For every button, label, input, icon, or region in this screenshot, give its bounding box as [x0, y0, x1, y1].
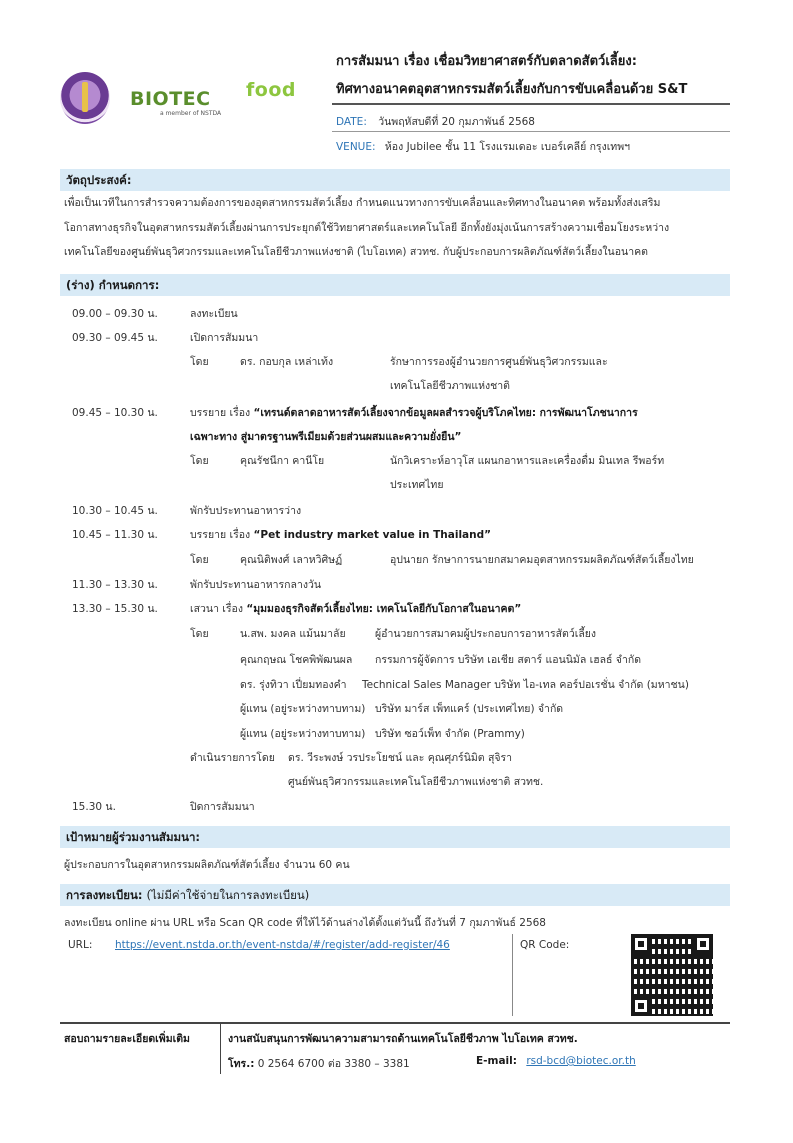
phone-label: โทร.: — [228, 1058, 255, 1070]
objective-line: เพื่อเป็นเวทีในการสำรวจความต้องการของอุตสาหกรรมสัตว์เลี้ยง กำหนดแนวทางการขับเคลื่อนและทิศทางในอนาคต พร้อมทั้งส่งเสริม — [64, 197, 661, 209]
moderator-label: ดำเนินรายการโดย — [190, 752, 275, 764]
talk-prefix: บรรยาย เรื่อง — [190, 529, 251, 541]
date-label: DATE: — [336, 116, 367, 128]
header-divider — [332, 103, 730, 105]
agenda-item: พักรับประทานอาหารว่าง — [190, 505, 302, 517]
target-heading: เป้าหมายผู้ร่วมงานสัมมนา: — [60, 826, 730, 848]
food-logo-text: food — [246, 79, 296, 101]
panelist-name: ผู้แทน (อยู่ระหว่างทาบทาม) — [240, 703, 366, 715]
agenda-item — [190, 600, 521, 617]
event-date — [336, 113, 535, 130]
contact-label: สอบถามรายละเอียดเพิ่มเติม — [64, 1033, 190, 1045]
agenda-item — [190, 526, 491, 543]
objective-line: เทคโนโลยีของศูนย์พันธุวิศวกรรมและเทคโนโลยีชีวภาพแห่งชาติ (ไบโอเทค) สวทช. กับผู้ประกอบการผลิตภัณฑ์สัตว์เลี้ยงในอนาคต — [64, 246, 648, 258]
objective-heading: วัตถุประสงค์: — [60, 169, 730, 191]
agenda-item: ลงทะเบียน — [190, 308, 238, 320]
agenda-by-label: โดย — [190, 356, 209, 368]
objective-text — [64, 191, 729, 265]
registration-url-link[interactable]: https://event.nstda.or.th/event-nstda/#/register/add-register/46 — [115, 939, 450, 951]
url-label: URL: — [68, 939, 93, 951]
email-link[interactable]: rsd-bcd@biotec.or.th — [526, 1055, 636, 1067]
food-serp-logo — [246, 80, 322, 100]
panelist-name: ดร. รุ่งทิวา เปี่ยมทองคำ — [240, 679, 347, 691]
agenda-item: พักรับประทานอาหารกลางวัน — [190, 579, 322, 591]
header-divider-2 — [332, 131, 730, 132]
agenda-time: 11.30 – 13.30 น. — [72, 579, 158, 591]
agenda-by-label: โดย — [190, 554, 209, 566]
page-title-line-1: การสัมมนา เรื่อง เชื่อมวิทยาศาสตร์กับตลาดสัตว์เลี้ยง: — [336, 54, 637, 69]
venue-value: ห้อง Jubilee ชั้น 11 โรงแรมเดอะ เบอร์เคลีย์ กรุงเทพฯ — [384, 141, 631, 153]
speaker-role: รักษาการรองผู้อำนวยการศูนย์พันธุวิศวกรรมและ — [390, 356, 608, 368]
contact-phone — [228, 1055, 410, 1072]
contact-org: งานสนับสนุนการพัฒนาความสามารถด้านเทคโนโลยีชีวภาพ ไบโอเทค สวทช. — [228, 1033, 578, 1045]
speaker-role: เทคโนโลยีชีวภาพแห่งชาติ — [390, 380, 510, 392]
objective-line: โอกาสทางธุรกิจในอุตสาหกรรมสัตว์เลี้ยงผ่านการประยุกต์ใช้วิทยาศาสตร์และเทคโนโลยี อีกทั้งยังมุ่งเน้นการสร้างความเชื่อมโยงระหว่าง — [64, 221, 670, 234]
agenda-time: 10.30 – 10.45 น. — [72, 505, 158, 517]
date-value: วันพฤหัสบดีที่ 20 กุมภาพันธ์ 2568 — [378, 116, 535, 128]
venue-label: VENUE: — [336, 141, 376, 153]
talk-title-cont: เฉพาะทาง สู่มาตรฐานพรีเมียมด้วยส่วนผสมและความยั่งยืน” — [190, 431, 462, 443]
agenda-item: ปิดการสัมมนา — [190, 801, 255, 813]
page-title-line-2: ทิศทางอนาคตอุตสาหกรรมสัตว์เลี้ยงกับการขับเคลื่อนด้วย S&T — [336, 82, 688, 97]
agenda-heading: (ร่าง) กำหนดการ: — [60, 274, 730, 296]
speaker-name: ดร. กอบกุล เหล่าเท้ง — [240, 356, 334, 368]
event-venue — [336, 138, 630, 155]
panelist-role: บริษัท ซอว์เพ็ท จำกัด (Prammy) — [375, 728, 525, 740]
panelist-role: กรรมการผู้จัดการ บริษัท เอเชีย สตาร์ แอนนิมัล เฮลธ์ จำกัด — [375, 654, 642, 666]
university-emblem-logo — [60, 72, 110, 124]
agenda-time: 10.45 – 11.30 น. — [72, 529, 158, 541]
registration-heading — [60, 884, 730, 906]
registration-qr-code[interactable] — [631, 934, 713, 1016]
agenda-time: 09.00 – 09.30 น. — [72, 308, 158, 320]
panelist-role: บริษัท มาร์ส เพ็ทแคร์ (ประเทศไทย) จำกัด — [375, 703, 564, 715]
contact-email — [476, 1055, 636, 1067]
panel-title: “มุมมองธุรกิจสัตว์เลี้ยงไทย: เทคโนโลยีกับโอกาสในอนาคต” — [246, 603, 522, 615]
agenda-time: 09.45 – 10.30 น. — [72, 407, 158, 419]
speaker-role: ประเทศไทย — [390, 479, 444, 491]
target-text: ผู้ประกอบการในอุตสาหกรรมผลิตภัณฑ์สัตว์เลี้ยง จำนวน 60 คน — [64, 859, 350, 871]
panelist-name: น.สพ. มงคล แม้นมาลัย — [240, 628, 346, 640]
agenda-item — [190, 404, 638, 421]
biotec-logo: BIOTEC — [130, 88, 211, 110]
agenda-by-label: โดย — [190, 455, 209, 467]
panel-prefix: เสวนา เรื่อง — [190, 603, 243, 615]
speaker-name: คุณรัชนีกา คานีโย — [240, 455, 325, 467]
speaker-role: อุปนายก รักษาการนายกสมาคมอุตสาหกรรมผลิตภัณฑ์สัตว์เลี้ยงไทย — [390, 554, 694, 566]
agenda-by-label: โดย — [190, 628, 209, 640]
moderator-org: ศูนย์พันธุวิศวกรรมและเทคโนโลยีชีวภาพแห่งชาติ สวทช. — [288, 776, 544, 788]
talk-title: “Pet industry market value in Thailand” — [253, 529, 492, 541]
footer-divider — [60, 1022, 730, 1024]
qr-divider — [512, 934, 513, 1016]
qr-label: QR Code: — [520, 939, 570, 951]
panelist-role: Technical Sales Manager บริษัท ไอ-เทล คอร์ปอเรชั่น จำกัด (มหาชน) — [362, 679, 689, 691]
panelist-name: ผู้แทน (อยู่ระหว่างทาบทาม) — [240, 728, 366, 740]
speaker-role: นักวิเคราะห์อาวุโส แผนกอาหารและเครื่องดื่ม มินเทล รีพอร์ท — [390, 455, 665, 467]
biotec-logo-subtitle: a member of NSTDA — [160, 110, 222, 117]
footer-column-divider — [220, 1022, 221, 1074]
agenda-time: 13.30 – 15.30 น. — [72, 603, 158, 615]
agenda-time: 09.30 – 09.45 น. — [72, 332, 158, 344]
panelist-role: ผู้อำนวยการสมาคมผู้ประกอบการอาหารสัตว์เลี้ยง — [375, 628, 597, 640]
registration-heading-note: (ไม่มีค่าใช้จ่ายในการลงทะเบียน) — [146, 888, 310, 902]
panelist-name: คุณกฤษณ โชคพิพัฒนผล — [240, 654, 353, 666]
talk-prefix: บรรยาย เรื่อง — [190, 407, 251, 419]
registration-text: ลงทะเบียน online ผ่าน URL หรือ Scan QR code ที่ให้ไว้ด้านล่างได้ตั้งแต่วันนี้ ถึงวันที่ 7 กุมภาพันธ์ 2568 — [64, 917, 546, 929]
phone-value: 0 2564 6700 ต่อ 3380 – 3381 — [257, 1058, 410, 1070]
registration-heading-label: การลงทะเบียน: — [66, 888, 143, 902]
moderator-names: ดร. วีระพงษ์ วรประโยชน์ และ คุณศุภร์นิมิต สุจิรา — [288, 752, 513, 764]
talk-title: “เทรนด์ตลาดอาหารสัตว์เลี้ยงจากข้อมูลผลสำรวจผู้บริโภคไทย: การพัฒนาโภชนาการ — [253, 407, 638, 419]
agenda-item: เปิดการสัมมนา — [190, 332, 259, 344]
speaker-name: คุณนิติพงศ์ เลาหวิศิษฏ์ — [240, 554, 343, 566]
agenda-time: 15.30 น. — [72, 801, 116, 813]
email-label: E-mail: — [476, 1055, 517, 1067]
